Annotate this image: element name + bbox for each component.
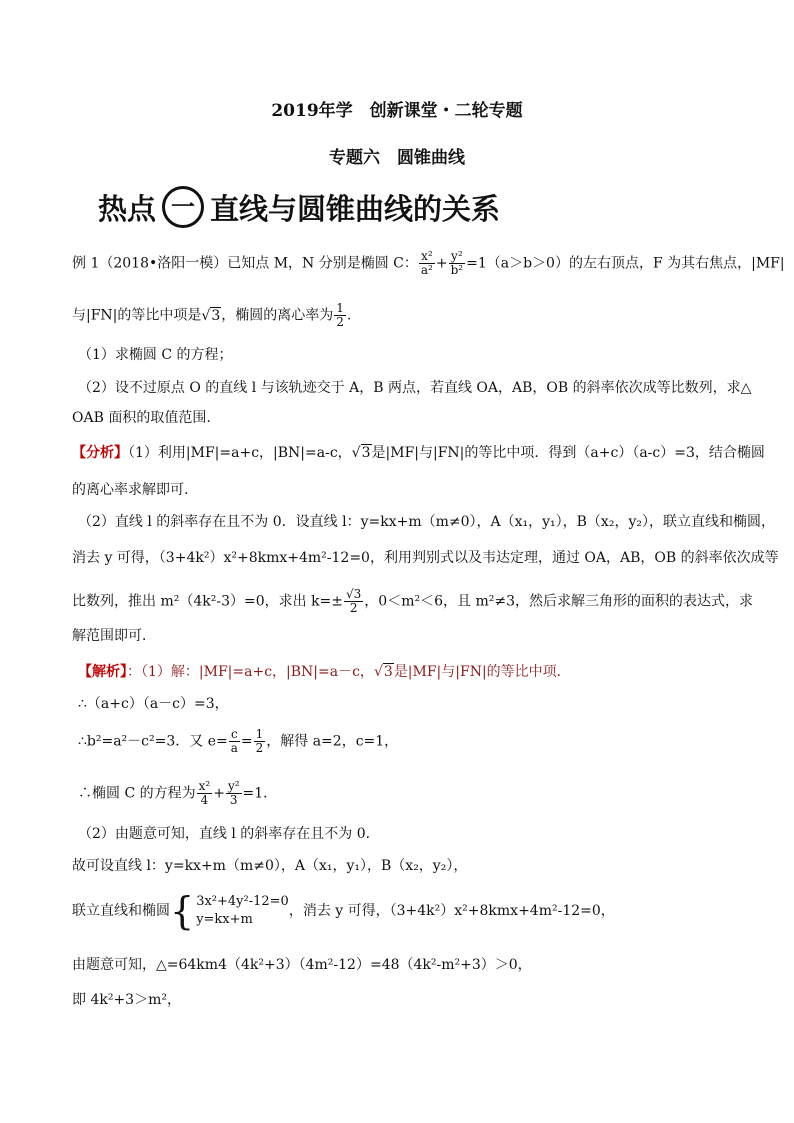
fraction-y2-over-3: $\frac{\text{y²}}{3}$ [227, 779, 240, 807]
page-subtitle: 专题六 圆锥曲线 [329, 148, 465, 168]
analysis-line-5: 比数列，推出 m²（4k²-3）=0，求出 k=± $\frac{√3}{2}$ ，0＜m²＜6，且 m²≠3，然后求解三角形的面积的表达式，求 [72, 587, 753, 615]
solution-line-1: 【解析】：（1）解：|MF|=a+c，|BN|=a－c，√3是|MF|与|FN|的等比中项． [78, 664, 571, 680]
analysis-line-3: （2）直线 l 的斜率存在且不为 0．设直线 l：y=kx+m（m≠0），A（x₁，y₁），B（x₂，y₂），联立直线和椭圆， [78, 514, 775, 530]
question-1: （1）求椭圆 C 的方程； [78, 347, 233, 363]
solution-line-6: 故可设直线 l：y=kx+m（m≠0），A（x₁，y₁），B（x₂，y₂）， [72, 858, 468, 874]
analysis-line-6: 解范围即可． [72, 628, 156, 644]
solution-line-3: ∴b²=a²－c²=3．又 e= $\frac{c}{a}$ = $\frac{1}{2}$ ，解得 a=2，c=1， [78, 727, 399, 755]
solution-line-8: 由题意可知，△=64km4（4k²+3）（4m²-12）=48（4k²-m²+3）＞0， [72, 957, 532, 973]
analysis-tag: 【分析】 [72, 445, 128, 461]
question-2-line-1: （2）设不过原点 O 的直线 l 与该轨迹交于 A，B 两点，若直线 OA，AB，OB 的斜率依次成等比数列，求△ [78, 380, 752, 396]
solution-tag: 【解析】 [78, 664, 127, 680]
page-title: 2019年学 创新课堂・二轮专题 [271, 101, 523, 121]
fraction-y2-b2: $\frac{\text{y²}}{\text{b²}}$ [450, 249, 464, 277]
solution-line-5: （2）由题意可知，直线 l 的斜率存在且不为 0． [78, 826, 380, 842]
fraction-x2-over-4: $\frac{\text{x²}}{4}$ [198, 779, 211, 807]
example-line-2: 与|FN|的等比中项是√3，椭圆的离心率为 $\frac{1}{2}$ . [72, 301, 352, 329]
solution-line-4: ∴椭圆 C 的方程为 $\frac{\text{x²}}{4}$ + $\frac{\text{y²}}{3}$ =1． [78, 779, 278, 807]
sqrt-symbol: √3 [201, 307, 221, 324]
sqrt-symbol: √3 [351, 445, 371, 461]
example-line-1: 例 1（2018•洛阳一模）已知点 M，N 分别是椭圆 C： $\frac{\text{x²}}{\text{a²}}$ + $\frac{\text{y²}}{\text{b²}}$ =1（a＞b＞0）的左右顶点，F 为其右焦点，|MF| [72, 249, 785, 277]
hotspot-number-circle: 一 [162, 186, 204, 228]
question-2-line-2: OAB 面积的取值范围. [72, 410, 211, 426]
fraction-sqrt3-over-2: $\frac{√3}{2}$ [346, 587, 362, 615]
fraction-one-half: $\frac{1}{2}$ [255, 727, 264, 755]
hotspot-topic: 直线与圆锥曲线的关系 [210, 191, 501, 226]
solution-line-2: ∴（a+c）（a－c）=3， [78, 696, 229, 712]
equation-system: { 3x²+4y²-12=0 y=kx+m [170, 889, 289, 933]
solution-line-7: 联立直线和椭圆 { 3x²+4y²-12=0 y=kx+m ，消去 y 可得，（3+4k²）x²+8kmx+4m²-12=0， [72, 889, 615, 933]
hotspot-banner [98, 186, 500, 228]
analysis-line-2: 的离心率求解即可. [72, 482, 189, 498]
sqrt-symbol: √3 [373, 664, 393, 680]
fraction-one-half: $\frac{1}{2}$ [336, 301, 344, 329]
hotspot-prefix: 热点 [98, 191, 157, 226]
fraction-x2-a2: $\frac{\text{x²}}{\text{a²}}$ [420, 249, 433, 277]
analysis-line-1: 【分析】（1）利用|MF|=a+c，|BN|=a-c，√3是|MF|与|FN|的等比中项．得到（a+c）（a-c）=3，结合椭圆 [72, 445, 765, 461]
solution-line-9: 即 4k²+3＞m²， [72, 992, 181, 1008]
analysis-line-4: 消去 y 可得，（3+4k²）x²+8kmx+4m²-12=0，利用判别式以及韦达定理，通过 OA，AB，OB 的斜率依次成等 [72, 550, 779, 566]
fraction-c-over-a: $\frac{c}{a}$ [230, 727, 238, 755]
